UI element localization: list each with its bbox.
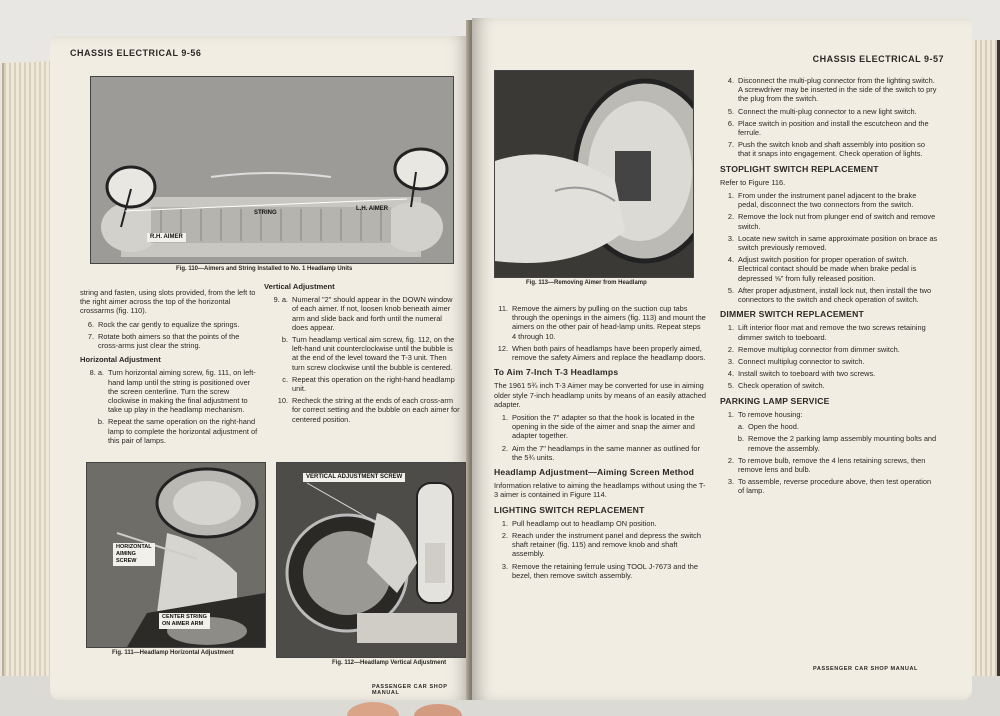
- t3-step-1: 1. Position the 7" adapter so that the hook is located in the opening in the side of the aimer and snap the aimer and adapter together.: [501, 413, 695, 441]
- step-9c: c. Repeat this operation on the right-hand headlamp unit.: [282, 374, 455, 394]
- dimmer-step-2: 2. Remove multiplug connector from dimmer switch.: [727, 344, 900, 354]
- stoplight-step-4: 4. Adjust switch position for proper operation of switch. Electrical contact should be made when brake pedal is depressed ⅝" from fully released position.: [727, 255, 917, 283]
- horizontal-adjustment-heading: Horizontal Adjustment: [80, 355, 161, 365]
- step-6: 6. Rock the car gently to equalize the springs.: [87, 319, 240, 329]
- fig111-photo: [86, 462, 266, 648]
- parking-step-1: 1. To remove housing:: [727, 409, 803, 419]
- left-col-1: [80, 288, 258, 448]
- lighting-switch-heading: LIGHTING SWITCH REPLACEMENT: [494, 504, 645, 515]
- dimmer-step-4: 4. Install switch to toeboard with two screws.: [727, 369, 876, 379]
- intro-paragraph: string and fasten, using slots provided, from the left to the right aimer across the top of the horizontal crossarms (fig. 110).: [80, 288, 256, 316]
- fig110-label-lh-aimer: L.H. AIMER: [356, 206, 389, 212]
- stoplight-step-3: 3. Locate new switch in same approximate position on brace as switch previously removed.: [727, 233, 938, 253]
- vertical-adjustment-heading: Vertical Adjustment: [264, 282, 335, 291]
- dimmer-step-3: 3. Connect multiplug connector to switch.: [727, 357, 865, 367]
- right-col-2: [720, 76, 938, 499]
- lighting-step-1: 1. Pull headlamp out to headlamp ON position.: [501, 518, 657, 528]
- lighting-step-7: 7. Push the switch knob and shaft assembly into position so that it snaps into engagement. Check operation of lights.: [727, 140, 925, 159]
- step-8b: b. Repeat the same operation on the right-hand lamp to complete the horizontal adjustment of this pair of lamps.: [97, 417, 258, 445]
- lighting-step-6: 6. Place switch in position and install the escutcheon and the ferrule.: [727, 118, 929, 138]
- fig110-label-string: STRING: [254, 210, 277, 216]
- fig112-photo: [276, 462, 466, 658]
- step-11: 11. Remove the aimers by pulling on the suction cup tabs through the openings in the aimers (fig. 113) and mount the aimers on the other pair of head-lamp units. Repeat steps 4 through 10.: [498, 304, 706, 341]
- right-page: [472, 18, 972, 700]
- fig113-photo: [494, 70, 694, 278]
- parking-lamp-heading: PARKING LAMP SERVICE: [720, 395, 830, 406]
- t3-headlamps-heading: To Aim 7-Inch T-3 Headlamps: [494, 367, 619, 378]
- fig113-caption: Fig. 113—Removing Aimer from Headlamp: [526, 280, 647, 286]
- step-10: 10. Recheck the string at the ends of each cross-arm for correct setting and the bubble on each aimer for centered position.: [277, 396, 460, 424]
- thumb-photo: [338, 694, 488, 716]
- dimmer-step-1: 1. Lift interior floor mat and remove the two screws retaining dimmer switch to toeboard.: [727, 323, 926, 342]
- aiming-screen-heading: Headlamp Adjustment—Aiming Screen Method: [494, 467, 695, 478]
- step-12: 12. When both pairs of headlamps have been properly aimed, remove the safety Aimers and replace the headlamp doors.: [497, 343, 706, 363]
- right-col-1: [494, 304, 706, 583]
- left-col-2: [264, 282, 460, 427]
- aiming-screen-text: Information relative to aiming the headlamps without using the T-3 aimer is contained in Figure 114.: [494, 481, 706, 500]
- lighting-step-2: 2. Reach under the instrument panel and depress the switch shaft retainer (fig. 115) and remove knob and shaft assembly.: [501, 531, 701, 559]
- footer-right: PASSENGER CAR SHOP MANUAL: [813, 666, 918, 672]
- running-head-left: CHASSIS ELECTRICAL 9-56: [70, 48, 202, 58]
- t3-intro: The 1961 5¾ inch T-3 Aimer may be converted for use in aiming older style 7-inch headlamp units by means of an easily attached adapter.: [494, 381, 706, 409]
- step-7: 7. Rotate both aimers so that the points of the cross-arms just clear the string.: [87, 331, 240, 351]
- stoplight-step-1: 1. From under the instrument panel adjacent to the brake pedal, disconnect the two connectors from the switch.: [727, 191, 917, 210]
- fig110-label-rh-aimer: R.H. AIMER: [147, 233, 186, 242]
- parking-step-2: 2. To remove bulb, remove the 4 lens retaining screws, then remove lens and bulb.: [727, 455, 926, 474]
- step-9b: b. Turn headlamp vertical aim screw, fig. 112, on the left-hand unit counterclockwise until the bubble is at the end of the level toward the T-3 unit. Then turn screw clockwise until the bubble is centered.: [281, 335, 455, 372]
- fig112-caption: Fig. 112—Headlamp Vertical Adjustment: [332, 660, 447, 666]
- stoplight-step-2: 2. Remove the lock nut from plunger end of switch and remove switch.: [727, 212, 936, 231]
- fig111-label-horizontal: HORIZONTAL AIMING SCREW: [113, 543, 155, 566]
- lighting-step-4: 4. Disconnect the multi-plug connector from the lighting switch. A screwdriver may be inserted in the side of the switch to pry the plug from the switch.: [727, 76, 937, 104]
- parking-step-1b: b. Remove the 2 parking lamp assembly mounting bolts and remove the assembly.: [737, 434, 937, 453]
- lighting-step-5: 5. Connect the multi-plug connector to a new light switch.: [727, 106, 917, 116]
- fig110-photo: [90, 76, 454, 264]
- left-page: [50, 36, 470, 700]
- fig111-caption: Fig. 111—Headlamp Horizontal Adjustment: [112, 650, 234, 656]
- t3-step-2: 2. Aim the 7" headlamps in the same manner as outlined for the 5¾ units.: [501, 443, 700, 462]
- step-8a: 8. a. Turn horizontal aiming screw, fig. 111, on left-hand lamp until the string is positioned over the screen centerline. Turn the screw clockwise in making the final adjustment to take up play in the headlamp mechanism.: [89, 368, 256, 415]
- stoplight-ref: Refer to Figure 116.: [720, 177, 786, 187]
- stoplight-step-5: 5. After proper adjustment, install lock nut, then install the two connectors to the switch and check operation of switch.: [727, 285, 932, 305]
- footer-left: PASSENGER CAR SHOP MANUAL: [372, 684, 448, 696]
- parking-step-1a: a. Open the hood.: [737, 422, 799, 432]
- fig111-label-center: CENTER STRING ON AIMER ARM: [159, 613, 210, 629]
- parking-step-3: 3. To assemble, reverse procedure above, then test operation of lamp.: [727, 477, 932, 496]
- lighting-step-3: 3. Remove the retaining ferrule using TOOL J-7673 and the bezel, then remove switch assembly.: [501, 561, 698, 580]
- step-9a: 9. a. Numeral "2" should appear in the DOWN window of each aimer. If not, loosen knob beneath aimer arm and slide back and forth until the numeral does appear.: [273, 295, 453, 332]
- dimmer-step-5: 5. Check operation of switch.: [727, 381, 825, 391]
- dimmer-switch-heading: DIMMER SWITCH REPLACEMENT: [720, 309, 864, 320]
- fig112-label-vertical: VERTICAL ADJUSTMENT SCREW: [303, 473, 405, 482]
- fig110-caption: Fig. 110—Aimers and String Installed to No. 1 Headlamp Units: [176, 266, 353, 272]
- stoplight-switch-heading: STOPLIGHT SWITCH REPLACEMENT: [720, 163, 879, 174]
- running-head-right: CHASSIS ELECTRICAL 9-57: [812, 54, 944, 64]
